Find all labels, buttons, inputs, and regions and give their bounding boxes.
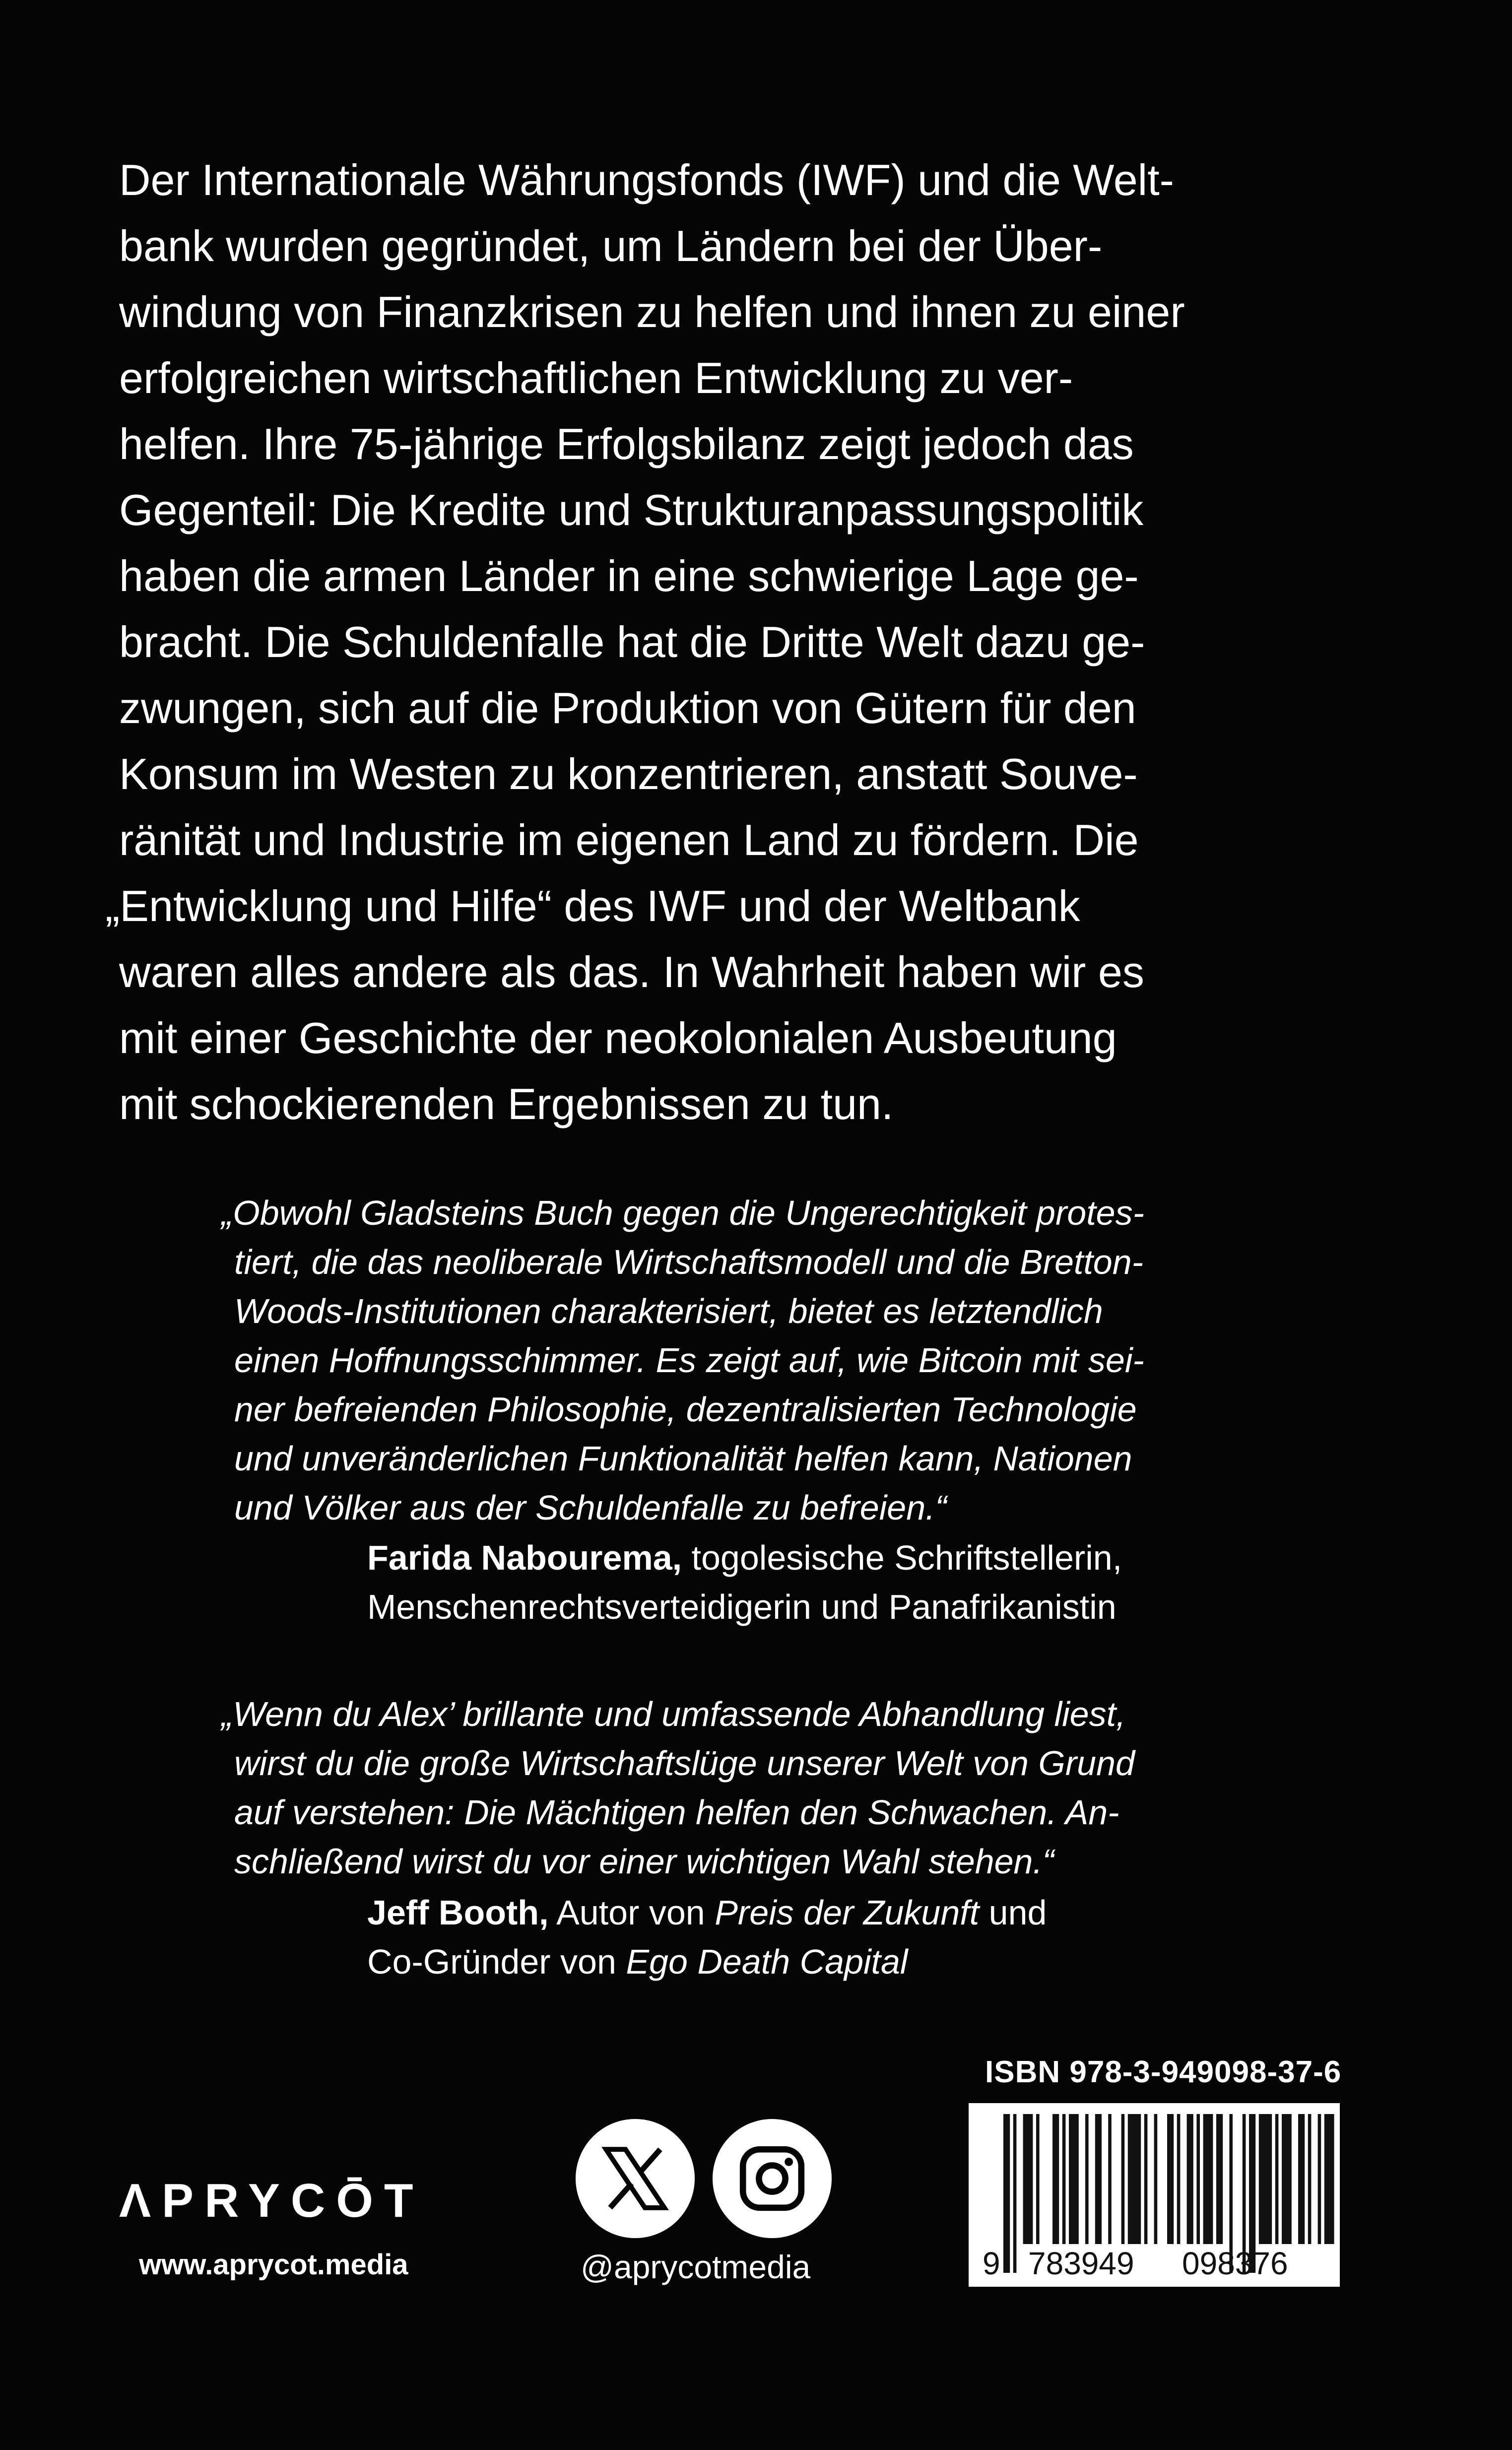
blurb-line: Der Internationale Währungsfonds (IWF) und die Welt- xyxy=(119,155,1174,204)
quote-line: Woods-Institutionen charakterisiert, bietet es letztendlich xyxy=(234,1292,1103,1330)
barcode-bar xyxy=(1144,2114,1148,2244)
testimonial-attribution-2 xyxy=(367,1888,1047,1986)
social-handle[interactable]: @aprycotmedia xyxy=(581,2249,811,2285)
company-name: Ego Death Capital xyxy=(626,1942,908,1981)
testimonial-attribution-1 xyxy=(367,1533,1122,1632)
barcode-bar xyxy=(1154,2114,1158,2244)
barcode-digit-first: 9 xyxy=(983,2246,1000,2281)
barcode-bar xyxy=(1003,2114,1010,2273)
barcode-bar xyxy=(1308,2114,1312,2244)
barcode-bar xyxy=(1085,2114,1089,2244)
blurb-line: mit schockierenden Ergebnissen zu tun. xyxy=(119,1079,894,1128)
author-role: Autor von xyxy=(548,1893,715,1932)
quote-line: und unveränderlichen Funktionalität helfen kann, Nationen xyxy=(234,1439,1132,1478)
barcode-digits-left: 783949 xyxy=(1028,2246,1134,2281)
barcode-bar xyxy=(1324,2114,1334,2244)
barcode-bar xyxy=(1023,2114,1033,2244)
blurb-line: erfolgreichen wirtschaftlichen Entwicklung zu ver- xyxy=(119,353,1073,402)
blurb-line: ränität und Industrie im eigenen Land zu fördern. Die xyxy=(119,815,1139,864)
barcode-bar xyxy=(1282,2114,1292,2244)
testimonial-quote-2 xyxy=(221,1690,1316,1886)
instagram-logo-glyph xyxy=(737,2144,807,2213)
blurb-line: windung von Finanzkrisen zu helfen und ihnen zu einer xyxy=(119,287,1185,336)
x-logo-glyph xyxy=(600,2144,670,2213)
isbn-label: ISBN 978-3-949098-37-6 xyxy=(985,2055,1342,2089)
attribution-line-2 xyxy=(367,1937,1047,1986)
author-role: togolesische Schriftstellerin, xyxy=(682,1538,1122,1577)
author-role-suffix: und xyxy=(979,1893,1047,1932)
blurb-line: Konsum im Westen zu konzentrieren, anstatt Souve- xyxy=(119,749,1138,798)
barcode-bar xyxy=(1069,2114,1079,2244)
barcode-bar xyxy=(1187,2114,1193,2244)
blurb-line: bank wurden gegründet, um Ländern bei der Über- xyxy=(119,221,1103,270)
blurb-line: haben die armen Länder in eine schwierige Lage ge- xyxy=(119,551,1139,600)
barcode-digits-right: 098376 xyxy=(1182,2246,1288,2281)
quote-line: und Völker aus der Schuldenfalle zu befreien.“ xyxy=(234,1488,947,1527)
barcode xyxy=(969,2103,1340,2287)
blurb-line: bracht. Die Schuldenfalle hat die Dritte Welt dazu ge- xyxy=(119,617,1145,666)
blurb-line: „Entwicklung und Hilfe“ des IWF und der Weltbank xyxy=(105,881,1080,930)
attribution-line xyxy=(367,1533,1122,1583)
barcode-bar xyxy=(1275,2114,1279,2244)
blurb-line: mit einer Geschichte der neokolonialen Ausbeutung xyxy=(119,1013,1117,1062)
quote-line: tiert, die das neoliberale Wirtschaftsmodell und die Bretton- xyxy=(234,1243,1143,1281)
barcode-bar xyxy=(1196,2114,1200,2244)
quote-line: ner befreienden Philosophie, dezentralisierten Technologie xyxy=(234,1390,1137,1429)
publisher-website[interactable]: www.aprycot.media xyxy=(139,2249,408,2281)
instagram-icon[interactable] xyxy=(713,2119,832,2238)
blurb-line: helfen. Ihre 75-jährige Erfolgsbilanz zeigt jedoch das xyxy=(119,419,1134,468)
barcode-bar xyxy=(1259,2114,1272,2244)
blurb-line: Gegenteil: Die Kredite und Strukturanpassungspolitik xyxy=(119,485,1144,534)
barcode-bar xyxy=(1036,2114,1040,2244)
quote-line: einen Hoffnungsschimmer. Es zeigt auf, wie Bitcoin mit sei- xyxy=(234,1341,1144,1380)
barcode-bar xyxy=(1318,2114,1321,2244)
blurb-line: zwungen, sich auf die Produktion von Gütern für den xyxy=(119,683,1136,732)
barcode-bar xyxy=(1203,2114,1213,2244)
quote-line: wirst du die große Wirtschaftslüge unserer Welt von Grund xyxy=(234,1744,1135,1783)
barcode-bar xyxy=(1128,2114,1141,2244)
quote-line: „Wenn du Alex’ brillante und umfassende Abhandlung liest, xyxy=(221,1695,1126,1733)
barcode-bar xyxy=(1013,2114,1017,2273)
barcode-bar xyxy=(1108,2114,1112,2244)
quote-line: „Obwohl Gladsteins Buch gegen die Ungerechtigkeit protes- xyxy=(221,1193,1144,1232)
testimonial-quote-1 xyxy=(221,1189,1316,1532)
main-blurb xyxy=(105,147,1360,1137)
quote-author: Farida Nabourema, xyxy=(367,1538,682,1577)
publisher-logo: ΛPRYCŌT xyxy=(119,2174,424,2227)
barcode-bar xyxy=(1177,2114,1181,2244)
barcode-bar xyxy=(1095,2114,1102,2244)
barcode-bar xyxy=(1121,2114,1125,2244)
author-role-line2: Menschenrechtsverteidigerin und Panafrikanistin xyxy=(367,1588,1117,1626)
attribution-line xyxy=(367,1888,1047,1937)
barcode-bar xyxy=(1298,2114,1305,2244)
quote-line: auf verstehen: Die Mächtigen helfen den Schwachen. An- xyxy=(234,1793,1119,1832)
quote-line: schließend wirst du vor einer wichtigen Wahl stehen.“ xyxy=(234,1842,1054,1881)
quote-author: Jeff Booth, xyxy=(367,1893,549,1932)
x-icon[interactable] xyxy=(576,2119,695,2238)
blurb-line: waren alles andere als das. In Wahrheit haben wir es xyxy=(119,947,1144,996)
author-role-pre: Co-Gründer von xyxy=(367,1942,626,1981)
barcode-bar xyxy=(1216,2114,1223,2244)
book-title: Preis der Zukunft xyxy=(715,1893,980,1932)
barcode-bar xyxy=(1062,2114,1066,2244)
publisher-block xyxy=(119,2174,457,2281)
barcode-bar xyxy=(1167,2114,1174,2244)
barcode-bar xyxy=(1052,2114,1059,2244)
